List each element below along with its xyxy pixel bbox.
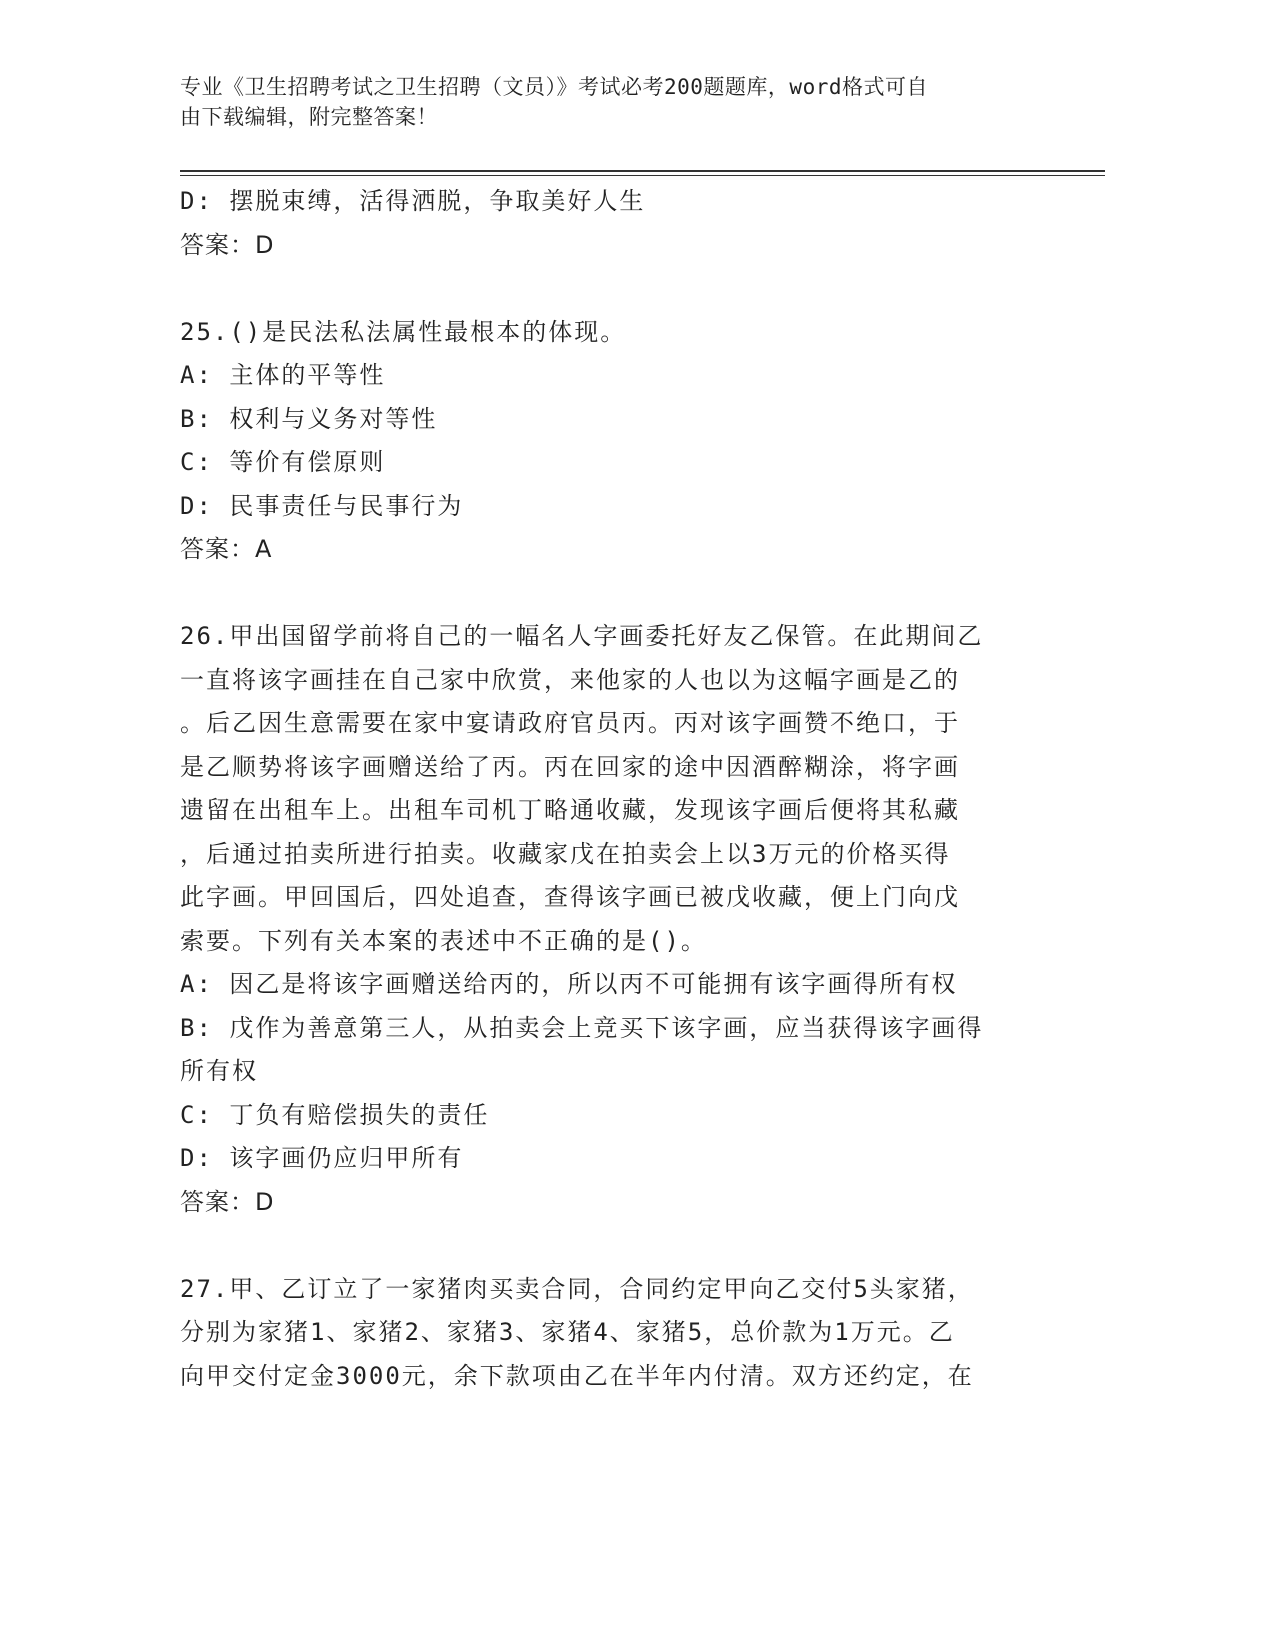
question-stem: 25.()是民法私法属性最根本的体现。 <box>180 317 627 346</box>
question-25 <box>180 311 1040 572</box>
document-body <box>180 180 1040 1398</box>
question-stem-line: 26.甲出国留学前将自己的一幅名人字画委托好友乙保管。在此期间乙 <box>180 622 984 650</box>
header-line-2: 由下载编辑，附完整答案！ <box>180 105 438 129</box>
option-b: B: 戊作为善意第三人，从拍卖会上竞买下该字画，应当获得该字画得 <box>180 1013 984 1042</box>
option-a: A: 主体的平等性 <box>180 361 386 389</box>
question-stem-line: 索要。下列有关本案的表述中不正确的是()。 <box>180 926 707 955</box>
question-stem-line: 是乙顺势将该字画赠送给了丙。丙在回家的途中因酒醉糊涂，将字画 <box>180 752 960 781</box>
question-26 <box>180 615 1040 1224</box>
question-stem-line: 分别为家猪1、家猪2、家猪3、家猪4、家猪5，总价款为1万元。乙 <box>180 1318 955 1346</box>
question-stem-line: 27.甲、乙订立了一家猪肉买卖合同，合同约定甲向乙交付5头家猪， <box>180 1274 974 1303</box>
spacer <box>180 267 1040 311</box>
question-stem-line: ，后通过拍卖所进行拍卖。收藏家戊在拍卖会上以3万元的价格买得 <box>180 839 951 868</box>
option-c: C: 等价有偿原则 <box>180 448 386 476</box>
option-d: D: 该字画仍应归甲所有 <box>180 1144 464 1172</box>
header-divider-thin <box>180 175 1105 176</box>
spacer <box>180 572 1040 616</box>
spacer <box>180 1224 1040 1268</box>
option-d: D: 民事责任与民事行为 <box>180 491 464 520</box>
document-header <box>180 72 1040 132</box>
answer-line: 答案：D <box>180 230 275 259</box>
question-27 <box>180 1268 1040 1399</box>
previous-question-tail <box>180 180 1040 267</box>
question-stem-line: 此字画。甲回国后，四处追查，查得该字画已被戊收藏，便上门向戊 <box>180 883 960 911</box>
option-b-continuation: 所有权 <box>180 1057 258 1085</box>
option-c: C: 丁负有赔偿损失的责任 <box>180 1100 490 1129</box>
option-d: D: 摆脱束缚，活得洒脱，争取美好人生 <box>180 187 646 215</box>
question-stem-line: 遗留在出租车上。出租车司机丁略通收藏，发现该字画后便将其私藏 <box>180 796 960 824</box>
header-divider-thick <box>180 170 1105 172</box>
answer-line: 答案：D <box>180 1187 275 1216</box>
header-line-1: 专业《卫生招聘考试之卫生招聘（文员）》考试必考200题题库，word格式可自 <box>180 75 928 99</box>
question-stem-line: 一直将该字画挂在自己家中欣赏，来他家的人也以为这幅字画是乙的 <box>180 665 960 694</box>
question-stem-line: 向甲交付定金3000元，余下款项由乙在半年内付清。双方还约定，在 <box>180 1361 974 1390</box>
answer-line: 答案：A <box>180 535 273 563</box>
question-stem-line: 。后乙因生意需要在家中宴请政府官员丙。丙对该字画赞不绝口，于 <box>180 709 960 737</box>
option-a: A: 因乙是将该字画赠送给丙的，所以丙不可能拥有该字画得所有权 <box>180 970 958 998</box>
option-b: B: 权利与义务对等性 <box>180 404 438 433</box>
